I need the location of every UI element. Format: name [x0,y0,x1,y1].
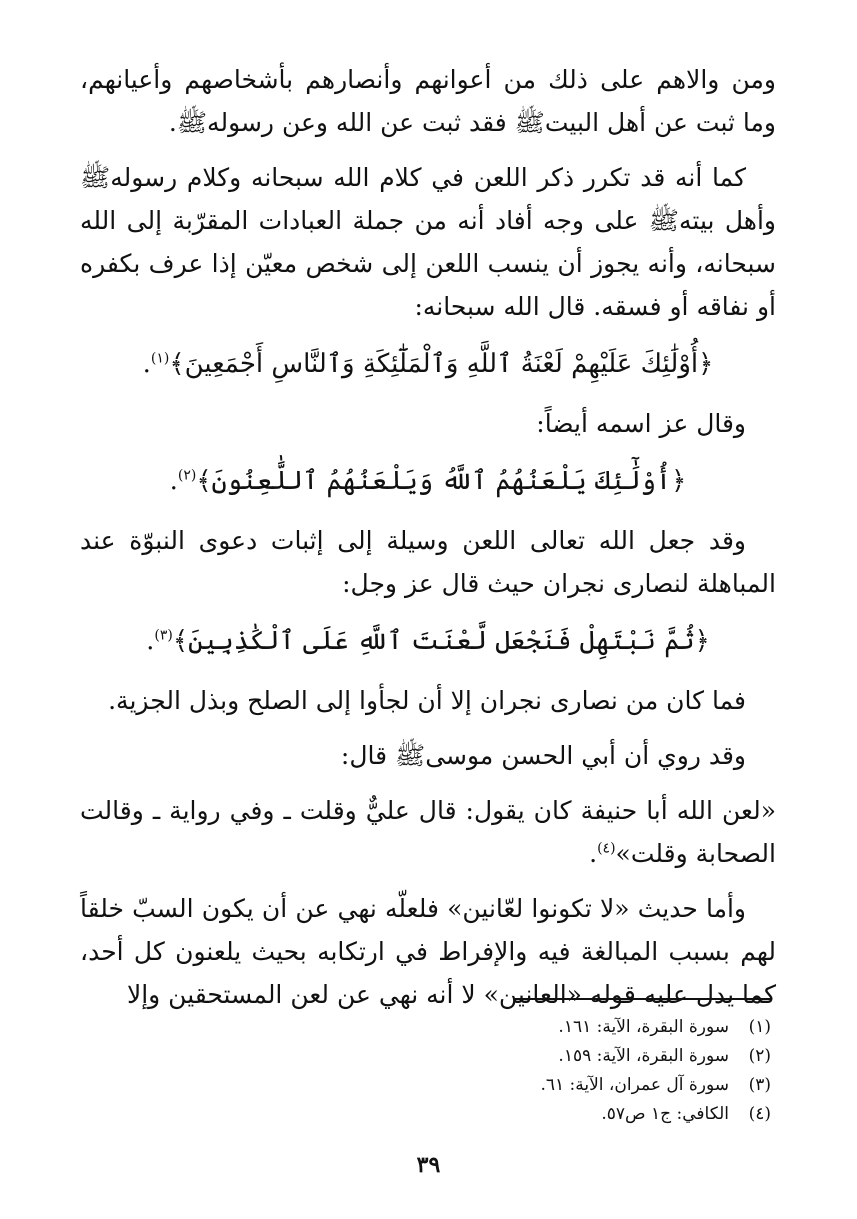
footnote-item [271,1042,771,1071]
line-2: فما كان من نصارى نجران إلا أن لجأوا إلى الصلح وبذل الجزية. [108,686,746,715]
verse-3-end: . [146,626,155,656]
page-number: ٣٩ [416,1152,441,1178]
quote-end: . [589,839,598,868]
footnote-item [271,1071,771,1100]
footnote-number: (١) [748,1017,771,1037]
footnote-text: الكافي: ج١ ص٥٧. [601,1104,729,1124]
verse-1-text: ﴿أُوْلَٰئِكَ عَلَيْهِمْ لَعْنَةُ ٱللَّهِ وَٱلْمَلَٰٓئِكَةِ وَٱلنَّاسِ أَجْمَعِينَ﴾ [169,349,714,379]
paragraph-4: وأما حديث «لا تكونوا لعّانين» فلعلّه نهي عن أن يكون السبّ خلقاً لهم بسبب المبالغة فيه والإفراط في ارتكابه بحيث يلعنون كل أحد، كما يدل عليه قوله «العانين» لا أنه نهي عن لعن المستحقين وإلا [80,894,776,1009]
footnote-item [271,1013,771,1042]
paragraph-3: وقد جعل الله تعالى اللعن وسيلة إلى إثبات دعوى النبوّة عند المباهلة لنصارى نجران حيث قال عز وجل: [80,526,776,598]
footnote-number: (٣) [748,1075,771,1095]
verse-3-text: ﴿ثُمَّ نَبْتَهِلْ فَنَجْعَل لَّعْنَتَ ٱللَّهِ عَلَى ٱلْكَٰذِبِينَ﴾ [172,626,710,656]
footnote-text: سورة البقرة، الآية: ١٦١. [558,1017,729,1037]
hadith-quote [80,789,776,875]
footnote-ref-1: (١) [150,350,170,367]
footnote-ref-3: (٣) [154,627,173,644]
quran-verse-3 [80,617,776,665]
footnote-number: (٤) [748,1104,771,1124]
paragraph-1: ومن والاهم على ذلك من أعوانهم وأنصارهم بأشخاصهم وأعيانهم، وما ثبت عن أهل البيتﷺ فقد ثبت عن الله وعن رسولهﷺ. [80,65,776,137]
footnote-text: سورة آل عمران، الآية: ٦١. [540,1075,729,1095]
verse-2-end: . [169,466,178,496]
footnote-ref-2: (٢) [177,467,197,484]
footnote-item [271,1100,771,1129]
line-3: وقد روي أن أبي الحسن موسىﷺ قال: [340,741,746,770]
footnotes [271,1013,771,1129]
verse-1-end: . [142,349,151,379]
quote-text: «لعن الله أبا حنيفة كان يقول: قال عليٌّ وقلت ـ وفي رواية ـ وقالت الصحابة وقلت» [80,796,777,868]
quran-verse-2 [80,457,776,505]
paragraph-2: كما أنه قد تكرر ذكر اللعن في كلام الله سبحانه وكلام رسولهﷺ وأهل بيتهﷺ على وجه أفاد أنه من جملة العبادات المقرّبة إلى الله سبحانه، وأنه يجوز أن ينسب اللعن إلى شخص معيّن إذا عرف بكفره أو نفاقه أو فسقه. قال الله سبحانه: [80,163,776,321]
footnote-divider [515,998,772,1000]
verse-2-text: ﴿أُوْلَٰٓئِكَ يَلْعَنُهُمُ ٱللَّهُ وَيَلْعَنُهُمُ ٱللَّٰعِنُونَ﴾ [196,466,687,496]
footnote-text: سورة البقرة، الآية: ١٥٩. [558,1046,729,1066]
footnote-number: (٢) [748,1046,771,1066]
quran-verse-1 [80,340,776,388]
page-body [80,58,776,1028]
line-1: وقال عز اسمه أيضاً: [536,409,746,438]
footnote-ref-4: (٤) [597,840,616,857]
